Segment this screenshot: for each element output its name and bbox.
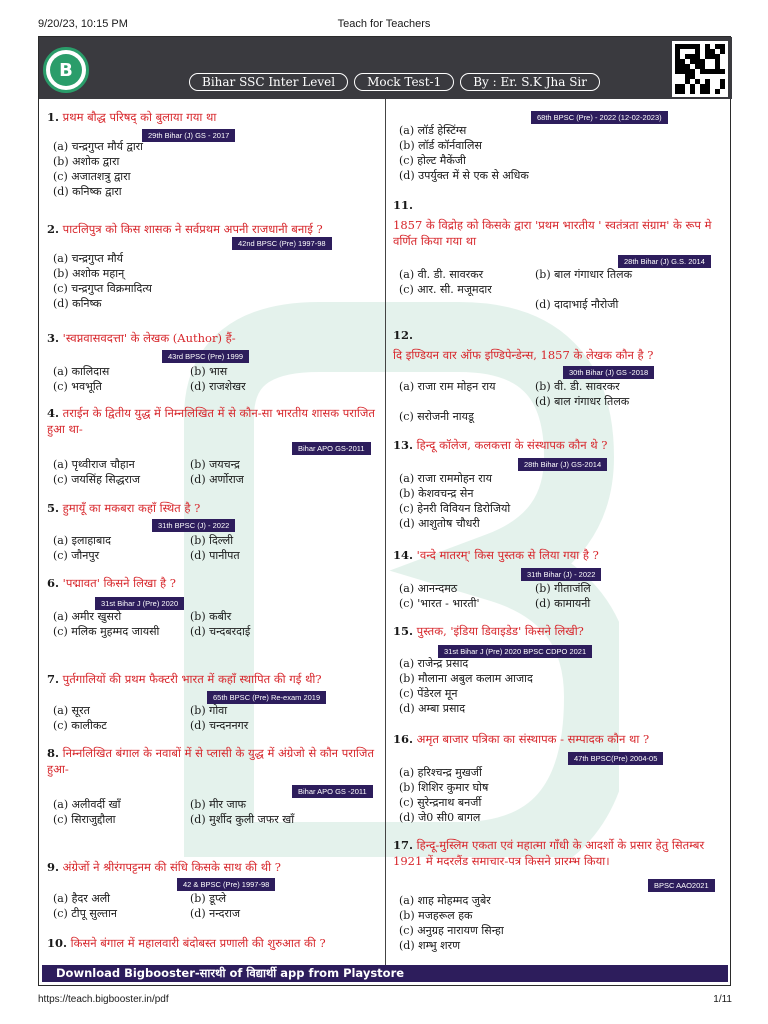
question-text (47, 330, 385, 346)
answer-option[interactable]: (a) राजा राम मोहन राय (399, 380, 496, 393)
question-text (393, 197, 731, 249)
question-16 (393, 731, 731, 747)
answer-option[interactable]: (d) मुर्शीद कुली जफर खाँ (190, 813, 295, 826)
question-7 (47, 671, 385, 687)
question-number: 2. (47, 222, 60, 236)
question-body: 'वन्दे मातरम्' किस पुस्तक से लिया गया है ? (413, 548, 599, 562)
question-1 (47, 109, 385, 125)
question-11 (393, 197, 731, 249)
answer-option[interactable]: (b) अशोक द्वारा (53, 155, 120, 168)
question-6 (47, 575, 385, 591)
question-text (393, 327, 731, 363)
question-text (47, 935, 385, 951)
test-pill: Mock Test-1 (354, 73, 454, 91)
question-body: प्रथम बौद्ध परिषद् को बुलाया गया था (59, 110, 217, 124)
answer-option[interactable]: (b) अशोक महान् (53, 267, 125, 280)
answer-option[interactable]: (b) भास (190, 365, 228, 378)
answer-option[interactable]: (d) चन्दबरदाई (190, 625, 251, 638)
answer-option[interactable]: (d) अर्णोराज (190, 473, 244, 486)
answer-option[interactable]: (c) सुरेन्द्रनाथ बनर्जी (399, 796, 482, 809)
answer-option[interactable]: (d) बाल गंगाधर तिलक (535, 395, 630, 408)
question-body: हिन्दू कॉलेज, कलकत्ता के संस्थापक कौन थे ? (413, 438, 608, 452)
question-body: 1857 के विद्रोह को किसके द्वारा 'प्रथम भारतीय ' स्वतंत्रता संग्राम' के रूप मे वर्णित किया गया था (393, 218, 712, 248)
answer-option[interactable]: (d) आशुतोष चौधरी (399, 517, 480, 530)
answer-option[interactable]: (a) इलाहाबाद (53, 534, 112, 547)
question-3 (47, 330, 385, 346)
question-2 (47, 221, 385, 237)
answer-option[interactable]: (b) बाल गंगाधार तिलक (535, 268, 633, 281)
print-timestamp: 9/20/23, 10:15 PM (38, 18, 128, 30)
answer-option[interactable]: (c) मलिक मुहम्मद जायसी (53, 625, 160, 638)
answer-option[interactable]: (c) आर. सी. मजूमदार (399, 283, 492, 296)
question-number: 15. (393, 624, 414, 638)
author-pill: By : Er. S.K Jha Sir (460, 73, 600, 91)
question-number: 1. (47, 110, 60, 124)
answer-option[interactable]: (b) केशवचन्द्र सेन (399, 487, 474, 500)
answer-option[interactable]: (b) दिल्ली (190, 534, 234, 547)
question-body: निम्नलिखित बंगाल के नवाबों में से प्लासी के युद्ध में अंग्रेजो से कौन पराजित हुआ- (47, 746, 375, 776)
answer-option[interactable]: (d) पानीपत (190, 549, 240, 562)
question-body: दि इण्डियन वार ऑफ इण्डिपेन्डेन्स, 1857 के लेखक कौन है ? (393, 348, 654, 362)
answer-option[interactable]: (c) होल्ट मैकेंजी (399, 154, 466, 167)
answer-option[interactable]: (a) चन्द्रगुप्त मौर्य (53, 252, 124, 265)
question-number: 3. (47, 331, 60, 345)
exam-source-tag: 28th Bihar (J) GS-2014 (518, 458, 607, 471)
browser-print-header (0, 0, 768, 36)
answer-option[interactable]: (a) हरिश्चन्द्र मुखर्जी (399, 766, 482, 779)
answer-option[interactable]: (a) वी. डी. सावरकर (399, 268, 484, 281)
print-title: Teach for Teachers (337, 18, 431, 30)
print-page-number: 1/11 (713, 994, 732, 1005)
answer-option[interactable]: (a) अमीर खुसरो (53, 610, 122, 623)
logo-letter: B (50, 54, 82, 86)
question-number: 13. (393, 438, 414, 452)
exam-source-tag: 47th BPSC(Pre) 2004-05 (568, 752, 663, 765)
question-number: 4. (47, 406, 60, 420)
exam-source-tag: 31st Bihar J (Pre) 2020 (95, 597, 184, 610)
answer-option[interactable]: (d) राजशेखर (190, 380, 246, 393)
answer-option[interactable]: (b) शिशिर कुमार घोष (399, 781, 489, 794)
answer-option[interactable]: (b) मीर जाफ (190, 798, 247, 811)
answer-option[interactable]: (a) आनन्दमठ (399, 582, 458, 595)
answer-option[interactable]: (d) कामायनी (535, 597, 591, 610)
question-body: हुमायूँ का मकबरा कहाँ स्थित है ? (59, 501, 201, 515)
answer-option[interactable]: (c) अनुग्रह नारायण सिन्हा (399, 924, 504, 937)
question-text (47, 109, 385, 125)
qr-code-icon (672, 41, 728, 97)
answer-option[interactable]: (d) उपर्युक्त में से एक से अधिक (399, 169, 529, 182)
exam-source-tag: BPSC AAO2021 (648, 879, 715, 892)
question-10 (47, 935, 385, 951)
download-banner[interactable]: Download Bigbooster-सारथी of विद्यार्थी app from Playstore (42, 965, 728, 982)
answer-option[interactable]: (d) शम्भु शरण (399, 939, 461, 952)
question-body: पाटलिपुत्र को किस शासक ने सर्वप्रथम अपनी राजधानी बनाई ? (59, 222, 323, 236)
exam-source-tag: Bihar APO GS -2011 (292, 785, 373, 798)
question-body: 'स्वप्नवासवदत्ता' के लेखक (Author) हैं- (59, 331, 236, 345)
question-number: 11. (393, 198, 414, 212)
answer-option[interactable]: (c) जौनपुर (53, 549, 100, 562)
question-number: 7. (47, 672, 60, 686)
question-5 (47, 500, 385, 516)
exam-pill: Bihar SSC Inter Level (189, 73, 348, 91)
question-text (393, 837, 731, 869)
answer-option[interactable]: (b) गोवा (190, 704, 228, 717)
answer-option[interactable]: (d) जे0 सी0 बागल (399, 811, 481, 824)
answer-option[interactable]: (a) अलीवर्दी खाँ (53, 798, 121, 811)
answer-option[interactable]: (a) राजा राममोहन राय (399, 472, 493, 485)
answer-option[interactable]: (b) कबीर (190, 610, 232, 623)
answer-option[interactable]: (b) मौलाना अबुल कलाम आजाद (399, 672, 533, 685)
question-17 (393, 837, 731, 869)
exam-source-tag: 31st Bihar J (Pre) 2020 BPSC CDPO 2021 (438, 645, 592, 658)
question-15 (393, 623, 731, 639)
answer-option[interactable]: (c) कालीकट (53, 719, 107, 732)
answer-option[interactable]: (c) हेनरी विवियन डिरोजियो (399, 502, 511, 515)
answer-option[interactable]: (a) चन्द्रगुप्त मौर्य द्वारा (53, 140, 144, 153)
answer-option[interactable]: (d) दादाभाई नौरोजी (535, 298, 619, 311)
answer-option[interactable]: (c) चन्द्रगुप्त विक्रमादित्य (53, 282, 152, 295)
answer-option[interactable]: (d) चन्दननगर (190, 719, 249, 732)
answer-option[interactable]: (a) कालिदास (53, 365, 110, 378)
exam-source-tag: 43rd BPSC (Pre) 1999 (162, 350, 249, 363)
answer-option[interactable]: (a) पृथ्वीराज चौहान (53, 458, 135, 471)
question-8 (47, 745, 377, 777)
answer-option[interactable]: (b) जयचन्द्र (190, 458, 240, 471)
question-number: 17. (393, 838, 414, 852)
answer-option[interactable]: (c) जयसिंह सिद्धराज (53, 473, 140, 486)
answer-option[interactable]: (b) मजहरूल हक (399, 909, 473, 922)
question-text (393, 437, 731, 453)
question-number: 14. (393, 548, 414, 562)
question-9 (47, 859, 385, 875)
question-body: पुर्तगालियों की प्रथम फैक्टरी भारत में कहाँ स्थापित की गई थी? (59, 672, 322, 686)
question-body: हिन्दू-मुस्लिम एकता एवं महात्मा गाँधी के आदर्शो के प्रसार हेतु सितम्बर 1921 में मदरलैंड समाचार-पत्र किसने प्रारम्भ किया। (393, 838, 705, 868)
question-text (47, 405, 377, 437)
question-text (47, 745, 377, 777)
bigbooster-logo (43, 47, 89, 93)
answer-option[interactable]: (d) कनिष्क द्वारा (53, 185, 122, 198)
answer-option[interactable]: (c) 'भारत - भारती' (399, 597, 480, 610)
column-divider (385, 99, 386, 969)
answer-option[interactable]: (b) लॉर्ड कॉर्नवालिस (399, 139, 482, 152)
question-body: तराईन के द्वितीय युद्ध में निम्नलिखित में से कौन-सा भारतीय शासक पराजित हुआ था- (47, 406, 375, 436)
question-text (47, 221, 385, 237)
answer-option[interactable]: (c) अजातशत्रु द्वारा (53, 170, 131, 183)
exam-source-tag: 65th BPSC (Pre) Re-exam 2019 (207, 691, 326, 704)
question-body: अंग्रेजों ने श्रीरंगपट्टनम की संधि किसके साथ की थी ? (59, 860, 281, 874)
exam-source-tag: 28th Bihar (J) G.S. 2014 (618, 255, 711, 268)
question-14 (393, 547, 731, 563)
header-pills (189, 73, 600, 91)
question-number: 12. (393, 328, 414, 342)
answer-option[interactable]: (d) अम्बा प्रसाद (399, 702, 466, 715)
print-url[interactable]: https://teach.bigbooster.in/pdf (38, 994, 169, 1005)
question-13 (393, 437, 731, 453)
exam-source-tag: Bihar APO GS-2011 (292, 442, 371, 455)
exam-source-tag: 31th BPSC (J) - 2022 (152, 519, 235, 532)
exam-source-tag: 29th Bihar (J) GS - 2017 (142, 129, 235, 142)
answer-option[interactable]: (a) शाह मोहम्मद जुबेर (399, 894, 491, 907)
answer-option[interactable]: (c) टीपू सुल्तान (53, 907, 117, 920)
exam-source-tag: 31th Bihar (J) - 2022 (521, 568, 601, 581)
answer-option[interactable]: (b) गीताजंलि (535, 582, 591, 595)
question-body: 'पद्मावत' किसने लिखा है ? (59, 576, 176, 590)
question-text (393, 547, 731, 563)
question-number: 8. (47, 746, 60, 760)
header-bar (39, 37, 732, 99)
answer-option[interactable]: (a) सूरत (53, 704, 90, 717)
question-number: 5. (47, 501, 60, 515)
exam-source-tag: 68th BPSC (Pre) - 2022 (12-02-2023) (531, 111, 668, 124)
answer-option[interactable]: (a) लॉर्ड हेस्टिंग्स (399, 124, 467, 137)
answer-option[interactable]: (c) भवभूति (53, 380, 102, 393)
question-number: 16. (393, 732, 414, 746)
document-page (38, 36, 731, 986)
question-text (393, 731, 731, 747)
question-body: किसने बंगाल में महालवारी बंदोबस्त प्रणाली की शुरुआत की ? (67, 936, 326, 950)
question-body: पुस्तक, 'इंडिया डिवाइडेड' किसने लिखी? (413, 624, 584, 638)
question-text (47, 500, 385, 516)
question-text (47, 859, 385, 875)
answer-option[interactable]: (b) वी. डी. सावरकर (535, 380, 620, 393)
answer-option[interactable]: (a) राजेन्द्र प्रसाद (399, 657, 469, 670)
answer-option[interactable]: (d) कनिष्क (53, 297, 102, 310)
answer-option[interactable]: (c) सिराजुद्दौला (53, 813, 116, 826)
exam-source-tag: 42nd BPSC (Pre) 1997-98 (232, 237, 332, 250)
answer-option[interactable]: (d) नन्दराज (190, 907, 240, 920)
answer-option[interactable]: (b) डूप्ले (190, 892, 227, 905)
question-text (47, 671, 385, 687)
question-body: अमृत बाजार पत्रिका का संस्थापक - सम्पादक कौन था ? (413, 732, 650, 746)
question-number: 6. (47, 576, 60, 590)
exam-source-tag: 30th Bihar (J) GS -2018 (563, 366, 654, 379)
exam-source-tag: 42 & BPSC (Pre) 1997-98 (177, 878, 275, 891)
question-number: 10. (47, 936, 68, 950)
question-text (47, 575, 385, 591)
question-text (393, 623, 731, 639)
question-12 (393, 327, 731, 363)
answer-option[interactable]: (a) हैदर अली (53, 892, 111, 905)
question-4 (47, 405, 377, 437)
answer-option[interactable]: (c) सरोजनी नायडू (399, 410, 474, 423)
question-number: 9. (47, 860, 60, 874)
answer-option[interactable]: (c) पेंडेरल मून (399, 687, 458, 700)
